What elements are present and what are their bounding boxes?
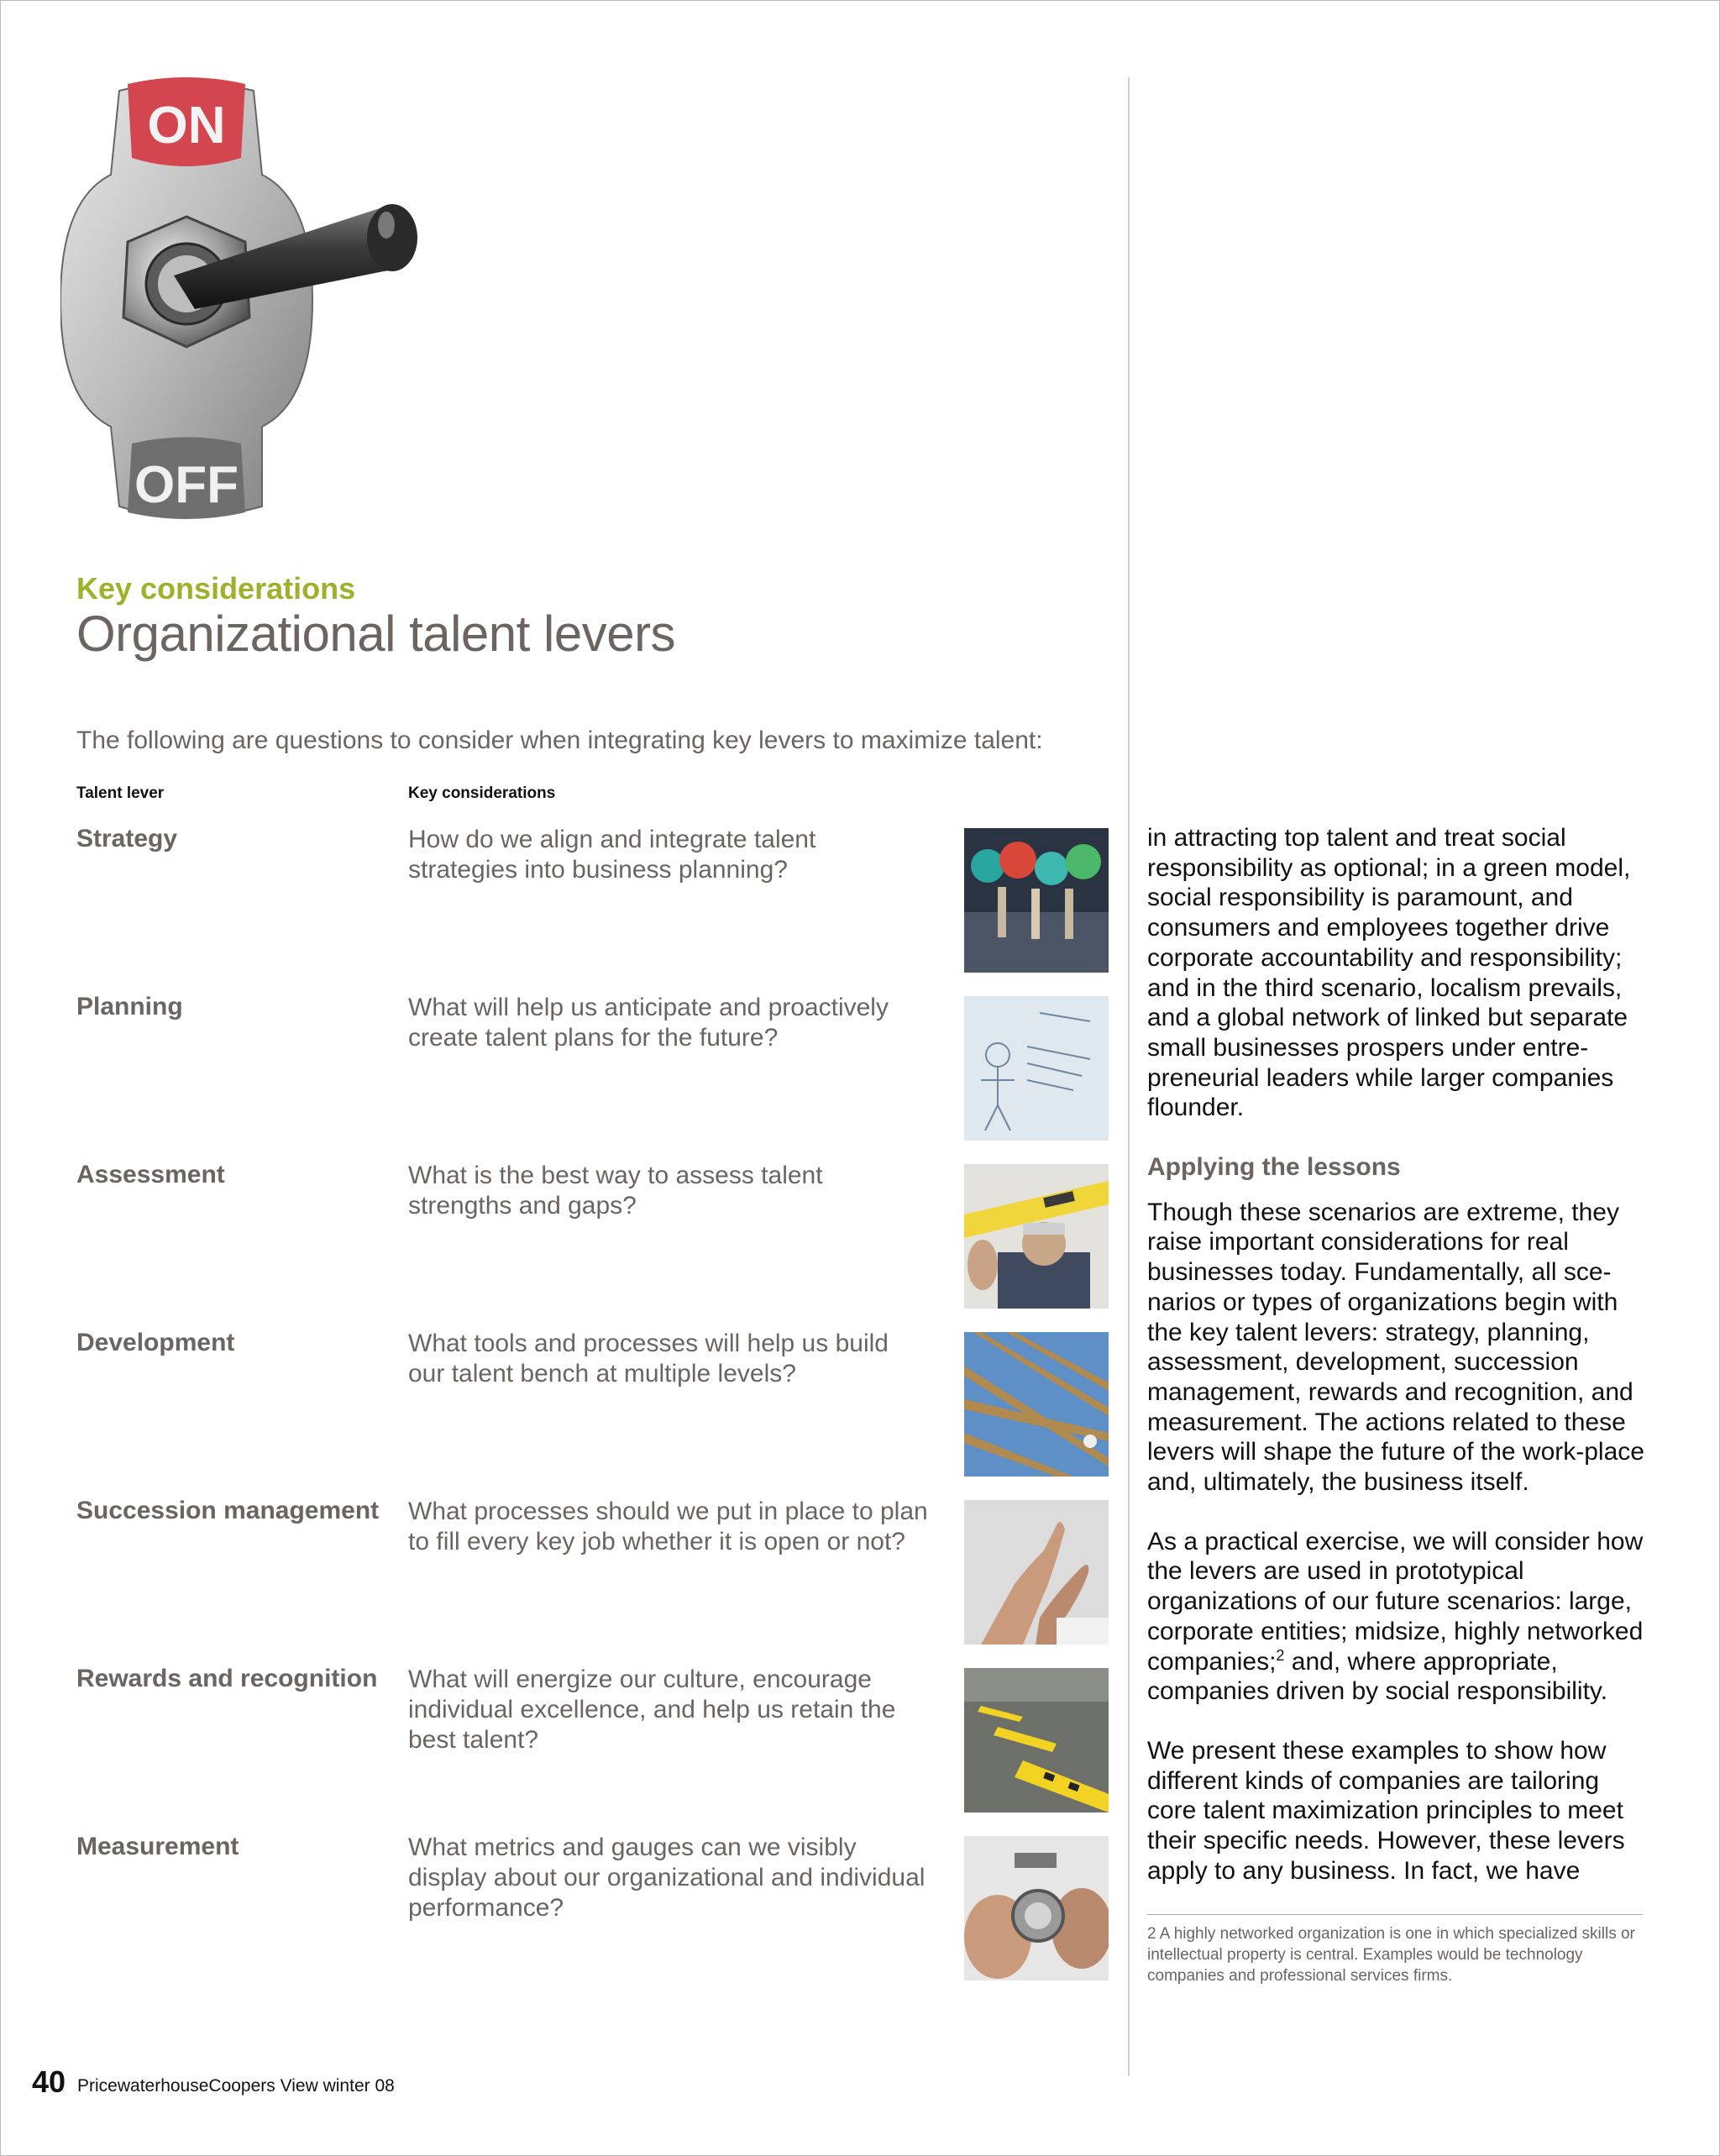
section-kicker: Key considerations xyxy=(76,571,356,606)
table-row xyxy=(0,993,1125,1161)
footnote-reference: 2 xyxy=(1276,1646,1285,1664)
talent-lever-name: Measurement xyxy=(76,1833,239,1860)
paragraph-text: As a practical exercise, we will consider how the levers are used in prototypical organizations of our future scenarios: large, corporate entities; midsize, highly networked companies; xyxy=(1147,1527,1644,1676)
key-consideration-text: What processes should we put in place to plan to fill every key job whether it is open or not? xyxy=(408,1498,928,1555)
construction-beams-photo xyxy=(964,1332,1109,1477)
switch-on-label: ON xyxy=(147,97,226,155)
column-divider xyxy=(1128,77,1130,2076)
table-row xyxy=(0,1497,1125,1665)
blueprint-photo xyxy=(964,996,1109,1141)
table-row xyxy=(0,1665,1125,1833)
key-consideration-text: What metrics and gauges can we visibly display about our organizational and individual performance? xyxy=(408,1833,926,1922)
hands-passing-photo xyxy=(964,1500,1109,1645)
publication-name: PricewaterhouseCoopers View winter 08 xyxy=(77,2076,395,2096)
talent-lever-name: Strategy xyxy=(76,825,178,852)
body-paragraph xyxy=(1147,1527,1651,1707)
body-paragraph: in attracting top talent and treat social responsibility as optional; in a green model, social responsibility is paramount, and consumers and employees together drive corporate accountability and responsibility; and in the third scenario, localism prevails, and a global network of linked but separate small businesses prospers under entre-preneurial leaders while larger companies flounder. xyxy=(1147,824,1631,1122)
page-number: 40 xyxy=(32,2064,66,2099)
paragraph-text: and, where appropriate, companies driven by social responsibility. xyxy=(1147,1647,1608,1706)
page-title: Organizational talent levers xyxy=(76,606,676,662)
reserved-parking-photo xyxy=(964,1668,1109,1812)
column-header-key-considerations: Key considerations xyxy=(408,784,556,802)
talent-lever-name: Development xyxy=(76,1329,235,1356)
body-paragraph: We present these examples to show how different kinds of companies are tailoring core talent maximization principles to meet their specific needs. However, these levers apply to any business. In fact, we have xyxy=(1147,1736,1625,1885)
table-row xyxy=(0,1833,1125,2001)
key-consideration-text: What is the best way to assess talent strengths and gaps? xyxy=(408,1162,823,1220)
body-text-column xyxy=(1147,823,1651,1886)
column-header-talent-lever: Talent lever xyxy=(76,784,165,802)
intro-text: The following are questions to consider when integrating key levers to maximize talent: xyxy=(76,727,1043,754)
section-heading: Applying the lessons xyxy=(1147,1153,1401,1182)
key-consideration-text: How do we align and integrate talent strategies into business planning? xyxy=(408,826,816,884)
switch-off-label: OFF xyxy=(134,456,239,514)
talent-lever-name: Planning xyxy=(76,993,183,1020)
key-consideration-text: What will energize our culture, encourage individual excellence, and help us retain the best talent? xyxy=(408,1666,896,1754)
footnote-rule xyxy=(1147,1914,1643,1915)
spirit-level-photo xyxy=(964,1164,1109,1309)
talent-lever-name: Assessment xyxy=(76,1161,225,1188)
table-row xyxy=(0,1161,1125,1329)
talent-lever-name: Rewards and recognition xyxy=(76,1665,378,1692)
toggle-switch-image xyxy=(60,74,447,527)
balloons-photo xyxy=(964,828,1109,973)
table-row xyxy=(0,1329,1125,1497)
talent-lever-name: Succession management xyxy=(76,1497,380,1524)
body-paragraph: Though these scenarios are extreme, they raise important considerations for real businesses today. Fundamentally, all sce-narios or types of organizations begin with the key talent levers: strategy, planning, assessment, development, succession management, rewards and recognition, and measurement. The actions related to these levers will shape the future of the work-place and, ultimately, the business itself. xyxy=(1147,1198,1644,1497)
gauge-hands-photo xyxy=(964,1836,1109,1980)
table-row xyxy=(0,825,1125,993)
footnote: 2 A highly networked organization is one in which specialized skills or intellectual property is central. Examples would be technology companies and professional services firms. xyxy=(1147,1925,1635,1985)
key-consideration-text: What tools and processes will help us build our talent bench at multiple levels? xyxy=(408,1330,889,1387)
key-consideration-text: What will help us anticipate and proactively create talent plans for the future? xyxy=(408,994,889,1052)
